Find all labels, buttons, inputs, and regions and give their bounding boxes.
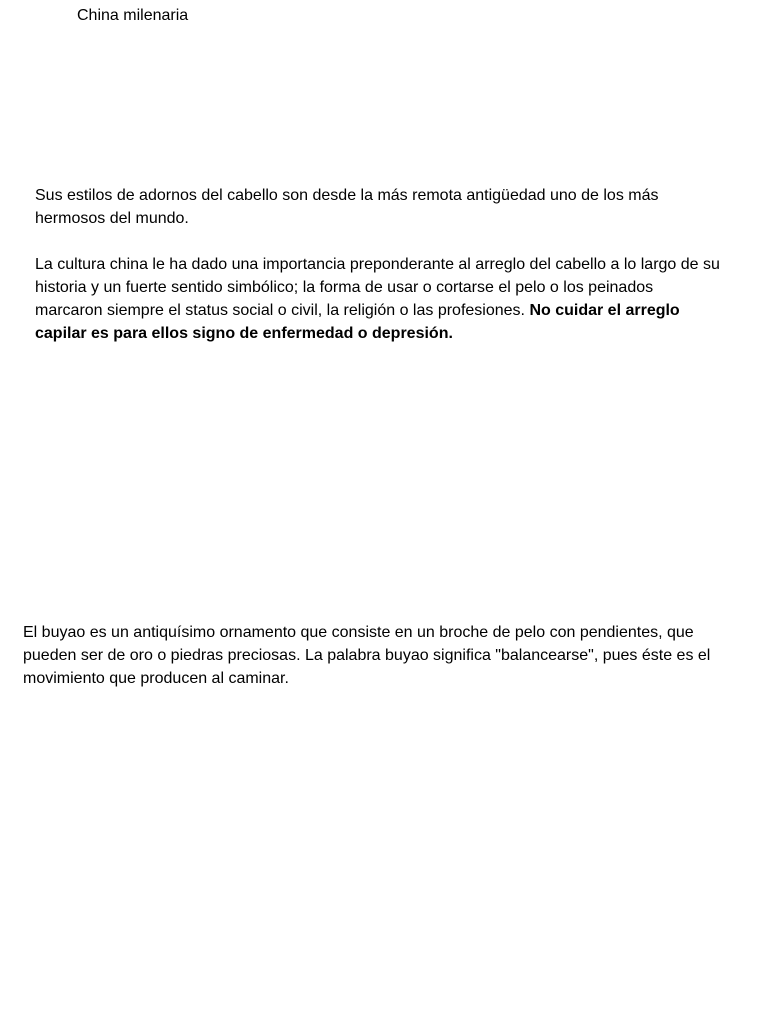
paragraph-buyao: El buyao es un antiquísimo ornamento que consiste en un broche de pelo con pendientes, que pueden ser de oro o piedras preciosas. La palabra buyao significa "balancearse", pues éste es el movimiento que producen al caminar. xyxy=(23,624,711,687)
text-block-hair-styles xyxy=(35,184,725,345)
document-title: China milenaria xyxy=(77,7,189,24)
text-block-buyao xyxy=(23,621,713,690)
paragraph-chinese-culture-bold-text: No cuidar el arreglo capilar es para ellos signo de enfermedad o depresión. xyxy=(35,302,680,342)
paragraph-chinese-culture xyxy=(35,253,725,345)
paragraph-chinese-culture-text: La cultura china le ha dado una importancia preponderante al arreglo del cabello a lo largo de su historia y un fuerte sentido simbólico; la forma de usar o cortarse el pelo o los peinados marcaron siempre el status social o civil, la religión o las profesiones. xyxy=(35,256,720,319)
paragraph-hair-beauty: Sus estilos de adornos del cabello son desde la más remota antigüedad uno de los más hermosos del mundo. xyxy=(35,187,659,227)
